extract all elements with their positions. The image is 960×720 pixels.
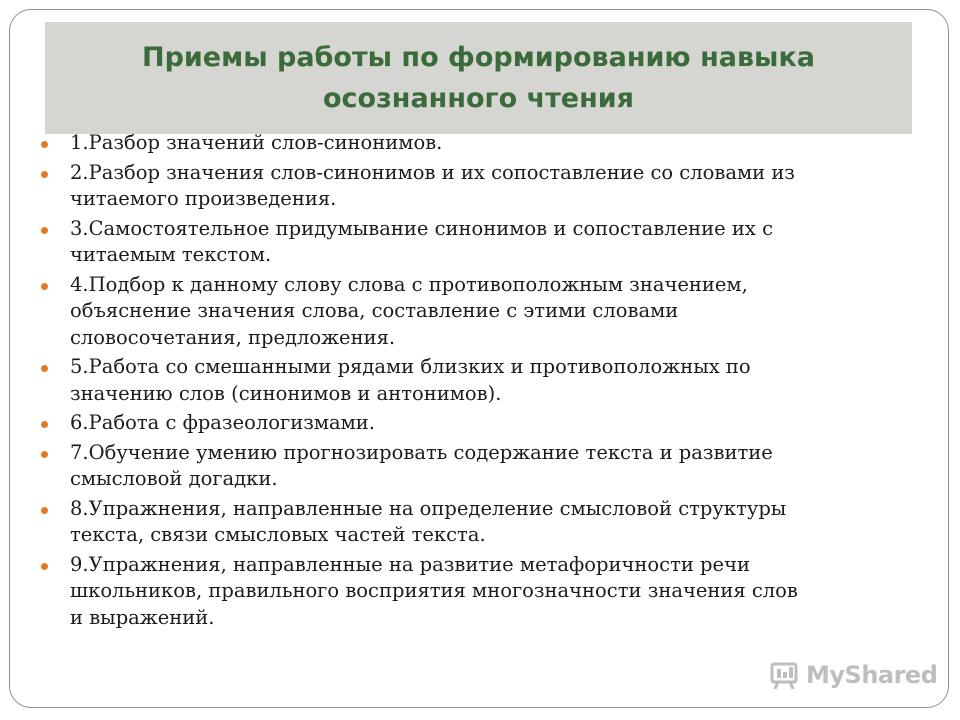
bullet-icon: [41, 421, 48, 428]
list-item: [40, 552, 930, 632]
list-item-text: 9.Упражнения, направленные на развитие метафоричности речи: [70, 552, 750, 576]
list-item-text: словосочетания, предложения.: [70, 325, 396, 349]
bullet-icon: [41, 365, 48, 372]
list-item: [40, 410, 930, 437]
list-item-text: 1.Разбор значений слов-синонимов.: [70, 131, 443, 154]
list-item: [40, 130, 930, 157]
bullet-icon: [41, 227, 48, 234]
list-item-text: значению слов (синонимов и антонимов).: [70, 381, 502, 405]
list-item-text: школьников, правильного восприятия многозначности значения слов: [70, 579, 798, 602]
list-item-text: 7.Обучение умению прогнозировать содержание текста и развитие: [70, 440, 773, 464]
list-item-text: 3.Самостоятельное придумывание синонимов и сопоставление их с: [70, 216, 774, 240]
list-item: [40, 440, 930, 493]
watermark: [768, 657, 937, 693]
bullet-icon: [41, 283, 48, 290]
list-item-text: читаемым текстом.: [70, 243, 272, 266]
watermark-text: MyShared: [806, 661, 938, 689]
bullet-icon: [41, 171, 48, 178]
bullet-list: [40, 130, 930, 634]
list-item: [40, 160, 930, 213]
slide-title-line-2: осознанного чтения: [323, 83, 634, 114]
list-item-text: 4.Подбор к данному слову слова с противоположным значением,: [70, 272, 748, 296]
list-item-text: читаемого произведения.: [70, 187, 337, 210]
list-item-text: 6.Работа с фразеологизмами.: [70, 411, 375, 434]
list-item-text: текста, связи смысловых частей текста.: [70, 523, 486, 546]
list-item-text: объяснение значения слова, составление с этими словами: [70, 299, 679, 322]
list-item-text: и выражений.: [70, 605, 215, 629]
slide-title-line-1: Приемы работы по формированию навыка: [141, 42, 816, 73]
list-item: [40, 216, 930, 269]
myshared-logo-icon: [768, 658, 802, 692]
bullet-icon: [41, 507, 48, 514]
list-item: [40, 272, 930, 352]
bullet-icon: [41, 451, 48, 458]
slide-title-box: [45, 22, 912, 134]
list-item-text: 2.Разбор значения слов-синонимов и их сопоставление со словами из: [70, 160, 795, 184]
bullet-icon: [41, 563, 48, 570]
list-item: [40, 354, 930, 407]
bullet-icon: [41, 141, 48, 148]
list-item-text: смысловой догадки.: [70, 467, 278, 490]
list-item-text: 8.Упражнения, направленные на определение смысловой структуры: [70, 496, 787, 520]
list-item-text: 5.Работа со смешанными рядами близких и противоположных по: [70, 355, 751, 378]
list-item: [40, 496, 930, 549]
